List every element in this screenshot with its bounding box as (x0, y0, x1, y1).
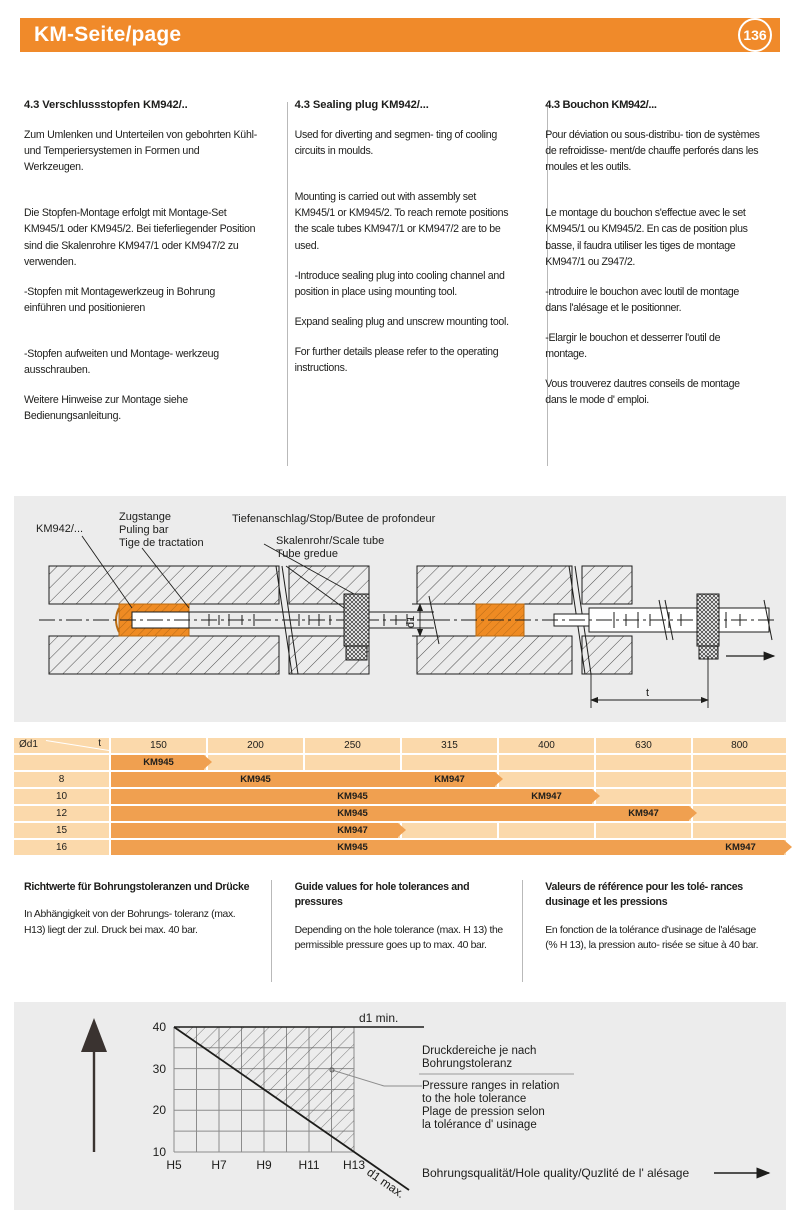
table-row-label: 16 (14, 840, 109, 855)
chart-callout-de-2: Bohrungstoleranz (422, 1058, 513, 1070)
table-cell (208, 755, 303, 770)
note-divider (271, 880, 272, 982)
note-german (24, 880, 275, 990)
bar-part-label: KM945 (143, 757, 174, 768)
note-body-en: Depending on the hole tolerance (max. H 13) the permissible pressure goes up to max. 40 bar. (294, 924, 503, 952)
table-corner-cell (14, 738, 109, 753)
table-row-header-label: Ød1 (19, 739, 38, 750)
table-col-header-400: 400 (499, 738, 594, 753)
bar-part-label: KM945 (337, 842, 368, 853)
note-body-de: In Abhängigkeit von der Bohrungs- toleranz (max. H13) liegt der zul. Druck bei max. 40 bar. (24, 909, 236, 936)
table-row (14, 789, 786, 804)
diagram-label-tube-gredue: Tube gredue (276, 548, 338, 560)
table-col-header-630: 630 (596, 738, 691, 753)
paragraph-en-4: Expand sealing plug and unscrew mounting tool. (294, 315, 509, 328)
paragraph-fr-3: -ntroduire le bouchon avec loutil de montage dans l'alésage et le positionner. (545, 285, 739, 314)
table-cell (499, 823, 594, 838)
chart-callout-en-1: Pressure ranges in relation (422, 1080, 560, 1092)
section-french (525, 98, 776, 478)
paragraph-en-5: For further details please refer to the operating instructions. (294, 345, 499, 375)
section-heading-fr: 4.3 Bouchon KM942/... (545, 99, 657, 111)
note-heading-en: Guide values for hole tolerances and pressures (294, 881, 470, 909)
chart-callout-en-2: to the hole tolerance (422, 1093, 527, 1105)
table-cell (693, 823, 786, 838)
table-row (14, 755, 786, 770)
bar-arrow-tip-icon (398, 823, 406, 838)
diagram-label-d1: d1 (405, 615, 417, 628)
table-row-label: 12 (14, 806, 109, 821)
paragraph-fr-4: -Elargir le bouchon et desserrer l'outil de montage. (545, 331, 721, 361)
paragraph-de-5: Weitere Hinweise zur Montage siehe Bedienungsanleitung. (24, 394, 188, 423)
table-coverage-bar (111, 806, 689, 821)
note-heading-fr: Valeurs de référence pour les tolé- rances dusinage et les pressions (545, 881, 743, 909)
paragraph-fr-2: Le montage du bouchon s'effectue avec le set KM945/1 ou KM945/2. En cas de position plus basse, il faudra utiliser les tiges de montage KM947/1 ou Z947/2. (545, 207, 748, 268)
note-heading-de: Richtwerte für Bohrungstoleranzen und Drücke (24, 881, 250, 893)
paragraph-de-4: -Stopfen aufweiten und Montage- werkzeug ausschrauben. (24, 347, 219, 377)
chart-ytick-40: 40 (152, 1020, 166, 1034)
bar-part-label: KM947 (434, 774, 465, 785)
paragraph-fr-5: Vous trouverez dautres conseils de montage dans le mode d' emploi. (545, 378, 740, 407)
page-number-badge: 136 (738, 18, 772, 52)
bar-part-label: KM947 (531, 791, 562, 802)
table-row (14, 840, 786, 855)
table-col-header-150: 150 (111, 738, 206, 753)
table-coverage-bar (111, 755, 204, 770)
bar-part-label: KM947 (628, 808, 659, 819)
table-cell (596, 789, 691, 804)
table-cell (305, 755, 400, 770)
chart-xtick-h13: H13 (342, 1158, 366, 1172)
chart-annotation-d1-max: d1 max. (364, 1164, 408, 1201)
chart-callout-de-1: Druckdereiche je nach (422, 1045, 537, 1057)
technical-diagram-panel (14, 496, 786, 722)
page-title: KM-Seite/page (34, 23, 182, 46)
chart-annotation-d1-min: d1 min. (359, 1011, 399, 1025)
note-divider (522, 880, 523, 982)
chart-xaxis-caption: Bohrungsqualität/Hole quality/Quzlité de l' alésage (422, 1166, 690, 1180)
chart-ytick-20: 20 (152, 1103, 166, 1117)
table-cell (499, 755, 594, 770)
language-columns (24, 98, 776, 478)
chart-ytick-10: 10 (152, 1145, 166, 1159)
technical-diagram-svg (14, 496, 786, 722)
bar-part-label: KM947 (337, 825, 368, 836)
bar-arrow-tip-icon (784, 840, 792, 855)
table-col-header-200: 200 (208, 738, 303, 753)
selection-table (14, 738, 786, 857)
diagram-label-scale-tube: Skalenrohr/Scale tube (276, 535, 385, 547)
table-cell (693, 789, 786, 804)
section-heading-de: 4.3 Verschlussstopfen KM942/.. (24, 99, 188, 111)
bar-part-label: KM945 (337, 808, 368, 819)
paragraph-en-1: Used for diverting and segmen- ting of cooling circuits in moulds. (294, 129, 497, 158)
table-cell (499, 772, 594, 787)
table-cell (402, 823, 497, 838)
table-cell (402, 755, 497, 770)
table-row-label (14, 755, 109, 770)
diagram-label-t: t (646, 687, 650, 699)
pressure-tolerance-chart (14, 1002, 786, 1210)
table-coverage-bar (111, 772, 495, 787)
table-row (14, 806, 786, 821)
table-col-header-315: 315 (402, 738, 497, 753)
chart-callout-fr-2: la tolérance d' usinage (422, 1119, 537, 1131)
section-german (24, 98, 275, 478)
diagram-label-depth-stop: Tiefenanschlag/Stop/Butee de profondeur (232, 513, 436, 525)
chart-xtick-h7: H7 (211, 1158, 227, 1172)
table-header-row (14, 738, 786, 753)
diagram-label-zugstange: Zugstange (119, 511, 171, 523)
chart-xtick-h11: H11 (298, 1158, 320, 1172)
table-cell (596, 823, 691, 838)
diagram-label-pulling-bar: Puling bar (119, 524, 169, 536)
bar-part-label: KM945 (337, 791, 368, 802)
bar-arrow-tip-icon (495, 772, 503, 787)
table-col-header-250: 250 (305, 738, 400, 753)
diagram-label-km942: KM942/... (36, 523, 84, 535)
table-coverage-bar (111, 840, 784, 855)
paragraph-en-3: -Introduce sealing plug into cooling channel and position in place using mounting tool. (294, 269, 505, 298)
paragraph-de-2: Die Stopfen-Montage erfolgt mit Montage-Set KM945/1 oder KM945/2. Bei tieferliegender Position sind die Skalenrohre KM947/1 oder KM947/2 zu verwenden. (24, 207, 256, 268)
notes-columns (24, 880, 776, 990)
table-cell (693, 772, 786, 787)
table-row (14, 772, 786, 787)
chart-callout-fr-1: Plage de pression selon (422, 1106, 545, 1118)
pressure-tolerance-chart-panel (14, 1002, 786, 1210)
table-row-label: 15 (14, 823, 109, 838)
paragraph-fr-1: Pour déviation ou sous-distribu- tion de systèmes de refroidisse- ment/de chauffe perforés dans les moules et les outils. (545, 129, 760, 174)
bar-arrow-tip-icon (689, 806, 697, 821)
note-english (275, 880, 526, 990)
bar-arrow-tip-icon (204, 755, 212, 770)
note-french (525, 880, 776, 990)
table-col-header-label: t (98, 738, 101, 749)
table-body (14, 755, 786, 855)
bar-part-label: KM947 (725, 842, 756, 853)
table-cell (693, 755, 786, 770)
diagram-depth-stop-right (697, 594, 719, 659)
paragraph-en-2: Mounting is carried out with assembly set KM945/1 or KM945/2. To reach remote positions the scale tubes KM947/1 or KM947/2 are to be used. (294, 191, 509, 252)
chart-xtick-h9: H9 (256, 1158, 272, 1172)
paragraph-de-1: Zum Umlenken und Unterteilen von gebohrten Kühl- und Temperiersystemen in Formen und Werkzeugen. (24, 129, 257, 174)
table-row-label: 8 (14, 772, 109, 787)
table-cell (596, 755, 691, 770)
table-row (14, 823, 786, 838)
paragraph-de-3: -Stopfen mit Montagewerkzeug in Bohrung einführen und positionieren (24, 285, 216, 314)
diagram-label-tige-de-tractation: Tige de tractation (119, 537, 204, 549)
bar-part-label: KM945 (240, 774, 271, 785)
page-header-bar (20, 18, 780, 52)
diagram-depth-stop-left (344, 594, 369, 660)
chart-ytick-30: 30 (152, 1062, 166, 1076)
corner-diagonal-divider (14, 738, 109, 753)
table-coverage-bar (111, 823, 398, 838)
section-heading-en: 4.3 Sealing plug KM942/... (294, 99, 429, 111)
table-cell (693, 806, 786, 821)
note-body-fr: En fonction de la tolérance d'usinage de l'alésage (% H 13), la pression auto- risée se situe à 40 bar. (545, 924, 759, 952)
table-coverage-bar (111, 789, 592, 804)
chart-xtick-h5: H5 (166, 1158, 182, 1172)
table-row-label: 10 (14, 789, 109, 804)
pressure-axis-arrow-icon (81, 1018, 107, 1152)
table-col-header-800: 800 (693, 738, 786, 753)
section-english (275, 98, 526, 478)
bar-arrow-tip-icon (592, 789, 600, 804)
table-cell (596, 772, 691, 787)
